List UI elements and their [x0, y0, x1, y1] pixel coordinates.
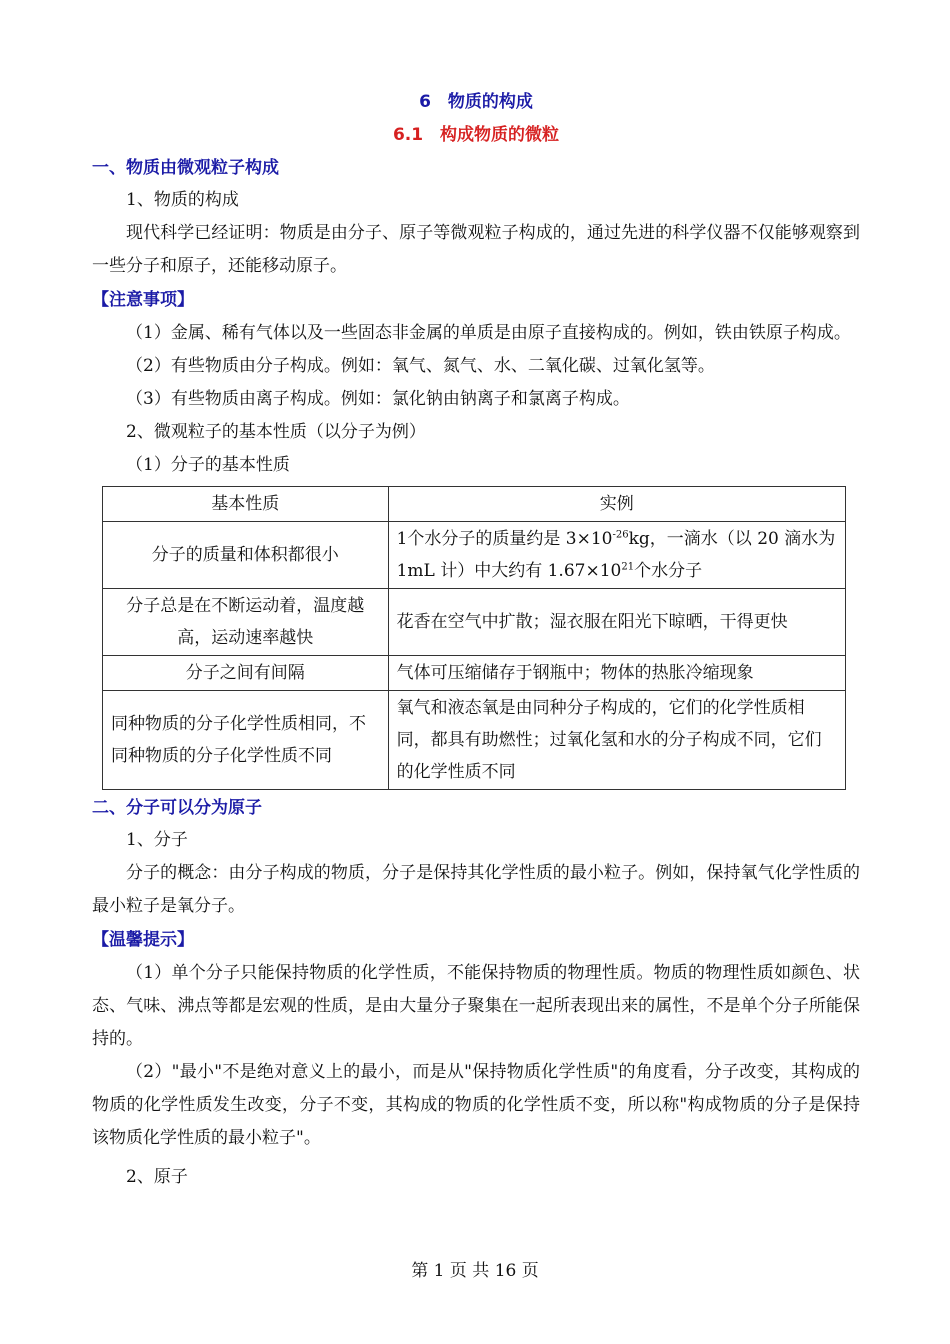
table-cell-property: 分子之间有间隔: [103, 656, 389, 691]
table-header-cell: 实例: [388, 487, 845, 522]
properties-table: [102, 486, 846, 790]
table-cell-example: 花香在空气中扩散；湿衣服在阳光下晾晒，干得更快: [388, 589, 845, 656]
table-header-cell: 基本性质: [103, 487, 389, 522]
note-label: 【注意事项】: [92, 290, 194, 310]
table-cell-example: 氧气和液态氧是由同种分子构成的，它们的化学性质相同，都具有助燃性；过氧化氢和水的分子构成不同，它们的化学性质不同: [388, 691, 845, 790]
exponent: -26: [612, 529, 629, 541]
table-header-row: [103, 487, 846, 522]
paragraph-1-1: 现代科学已经证明：物质是由分子、原子等微观粒子构成的，通过先进的科学仪器不仅能够观察到一些分子和原子，还能移动原子。: [92, 223, 860, 276]
note-item-2: （2）有些物质由分子构成。例如：氧气、氮气、水、二氧化碳、过氧化氢等。: [126, 356, 715, 376]
exponent: 21: [621, 561, 635, 573]
table-row: [103, 691, 846, 790]
heading-section-2: 二、分子可以分为原子: [92, 798, 262, 818]
paragraph-2-1: 分子的概念：由分子构成的物质，分子是保持其化学性质的最小粒子。例如，保持氧气化学性质的最小粒子是氧分子。: [92, 863, 860, 916]
table-cell-property: 分子的质量和体积都很小: [103, 522, 389, 589]
table-row: [103, 656, 846, 691]
subheading-1-2-1: （1）分子的基本性质: [126, 455, 290, 475]
table-row: [103, 589, 846, 656]
subheading-2-2: 2、原子: [126, 1167, 188, 1187]
example-text: 1个水分子的质量约是 3×10: [396, 529, 613, 549]
subheading-1-2: 2、微观粒子的基本性质（以分子为例）: [126, 422, 426, 442]
subheading-1-1: 1、物质的构成: [126, 190, 239, 210]
table-cell-example: 气体可压缩储存于钢瓶中；物体的热胀冷缩现象: [388, 656, 845, 691]
example-text: kg，一滴水（以 20 滴水为 1mL 计）中大约有 1.67×10: [396, 529, 836, 581]
document-page: [92, 86, 860, 1194]
tip-item-1: （1）单个分子只能保持物质的化学性质，不能保持物质的物理性质。物质的物理性质如颜色、状态、气味、沸点等都是宏观的性质，是由大量分子聚集在一起所表现出来的属性，不是单个分子所能保持的。: [92, 963, 860, 1049]
table-cell-example: [388, 522, 845, 589]
table-cell-property: 分子总是在不断运动着，温度越高，运动速率越快: [103, 589, 389, 656]
subheading-2-1: 1、分子: [126, 830, 188, 850]
table-row: [103, 522, 846, 589]
table-cell-property: 同种物质的分子化学性质相同，不同种物质的分子化学性质不同: [103, 691, 389, 790]
tip-item-2: （2）"最小"不是绝对意义上的最小，而是从"保持物质化学性质"的角度看，分子改变，其构成的物质的化学性质发生改变，分子不变，其构成的物质的化学性质不变，所以称"构成物质的分子是保持该物质化学性质的最小粒子"。: [92, 1062, 860, 1148]
example-text: 个水分子: [634, 561, 703, 581]
section-title: 6.1 构成物质的微粒: [392, 125, 560, 145]
note-item-3: （3）有些物质由离子构成。例如：氯化钠由钠离子和氯离子构成。: [126, 389, 630, 409]
heading-section-1: 一、物质由微观粒子构成: [92, 158, 279, 178]
chapter-title: 6 物质的构成: [419, 92, 533, 112]
tip-label: 【温馨提示】: [92, 930, 194, 950]
note-item-1: （1）金属、稀有气体以及一些固态非金属的单质是由原子直接构成的。例如，铁由铁原子构成。: [126, 323, 851, 343]
page-footer: 第 1 页 共 16 页: [411, 1261, 539, 1281]
